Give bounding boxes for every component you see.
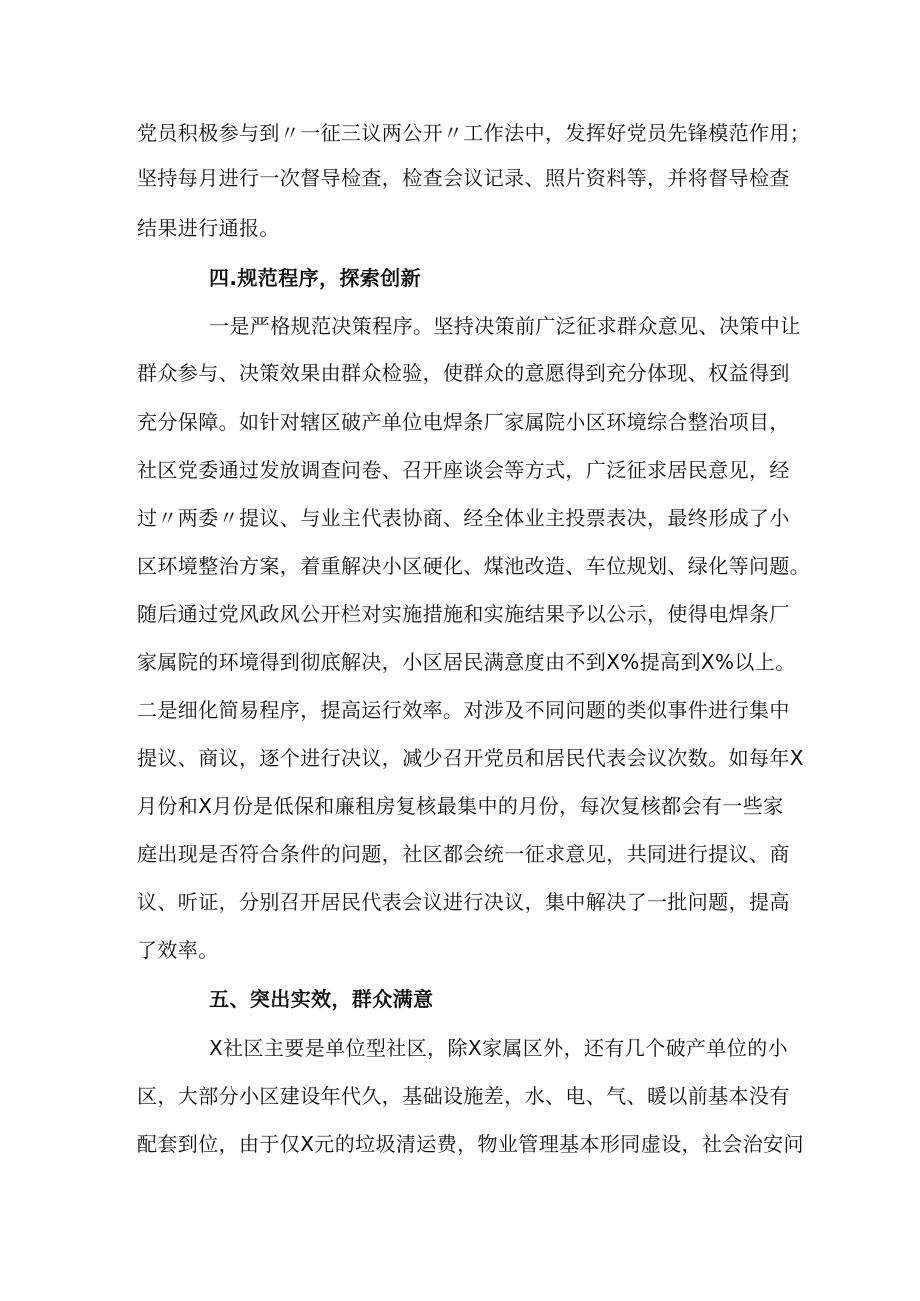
paragraph-3-line-3: 配套到位，由于仅X元的垃圾清运费，物业管理基本形同虚设，社会治安问 (137, 1132, 804, 1156)
paragraph-2-line-6: 区环境整治方案，着重解决小区硬化、煤池改造、车位规划、绿化等问题。 (137, 554, 811, 578)
paragraph-3-line-2: 区，大部分小区建设年代久，基础设施差，水、电、气、暖以前基本没有 (137, 1084, 790, 1108)
paragraph-2-line-5: 过〃两委〃提议、与业主代表协商、经全体业主投票表决，最终形成了小 (137, 506, 790, 530)
paragraph-2-line-1: 一是严格规范决策程序。坚持决策前广泛征求群众意见、决策中让 (209, 314, 801, 338)
paragraph-2-line-11: 月份和X月份是低保和廉租房复核最集中的月份，每次复核都会有一些家 (137, 794, 784, 818)
section-heading-4: 四.规范程序，探索创新 (209, 266, 421, 290)
paragraph-2-line-4: 社区党委通过发放调查问卷、召开座谈会等方式，广泛征求居民意见，经 (137, 458, 790, 482)
paragraph-2-line-14: 了效率。 (137, 938, 219, 962)
paragraph-2-line-7: 随后通过党风政风公开栏对实施措施和实施结果予以公示，使得电焊条厂 (137, 602, 790, 626)
paragraph-2-line-8: 家属院的环境得到彻底解决，小区居民满意度由不到X%提高到X%以上。 (137, 650, 796, 674)
paragraph-2-line-12: 庭出现是否符合条件的问题，社区都会统一征求意见，共同进行提议、商 (137, 842, 790, 866)
paragraph-1-line-1: 党员积极参与到〃一征三议两公开〃工作法中，发挥好党员先锋模范作用； (137, 121, 811, 145)
paragraph-2-line-13: 议、听证，分别召开居民代表会议进行决议，集中解决了一批问题，提高 (137, 890, 790, 914)
paragraph-2-line-3: 充分保障。如针对辖区破产单位电焊条厂家属院小区环境综合整治项目， (137, 410, 790, 434)
paragraph-2-line-2: 群众参与、决策效果由群众检验，使群众的意愿得到充分体现、权益得到 (137, 361, 790, 385)
paragraph-1-line-3: 结果进行通报。 (137, 216, 280, 240)
section-heading-5: 五、突出实效，群众满意 (209, 987, 434, 1011)
paragraph-2-line-9: 二是细化简易程序，提高运行效率。对涉及不同问题的类似事件进行集中 (137, 698, 790, 722)
paragraph-1-line-2: 坚持每月进行一次督导检查，检查会议记录、照片资料等，并将督导检查 (137, 166, 790, 190)
paragraph-3-line-1: X社区主要是单位型社区，除X家属区外，还有几个破产单位的小 (209, 1036, 789, 1060)
paragraph-2-line-10: 提议、商议，逐个进行决议，减少召开党员和居民代表会议次数。如每年X (137, 746, 804, 770)
